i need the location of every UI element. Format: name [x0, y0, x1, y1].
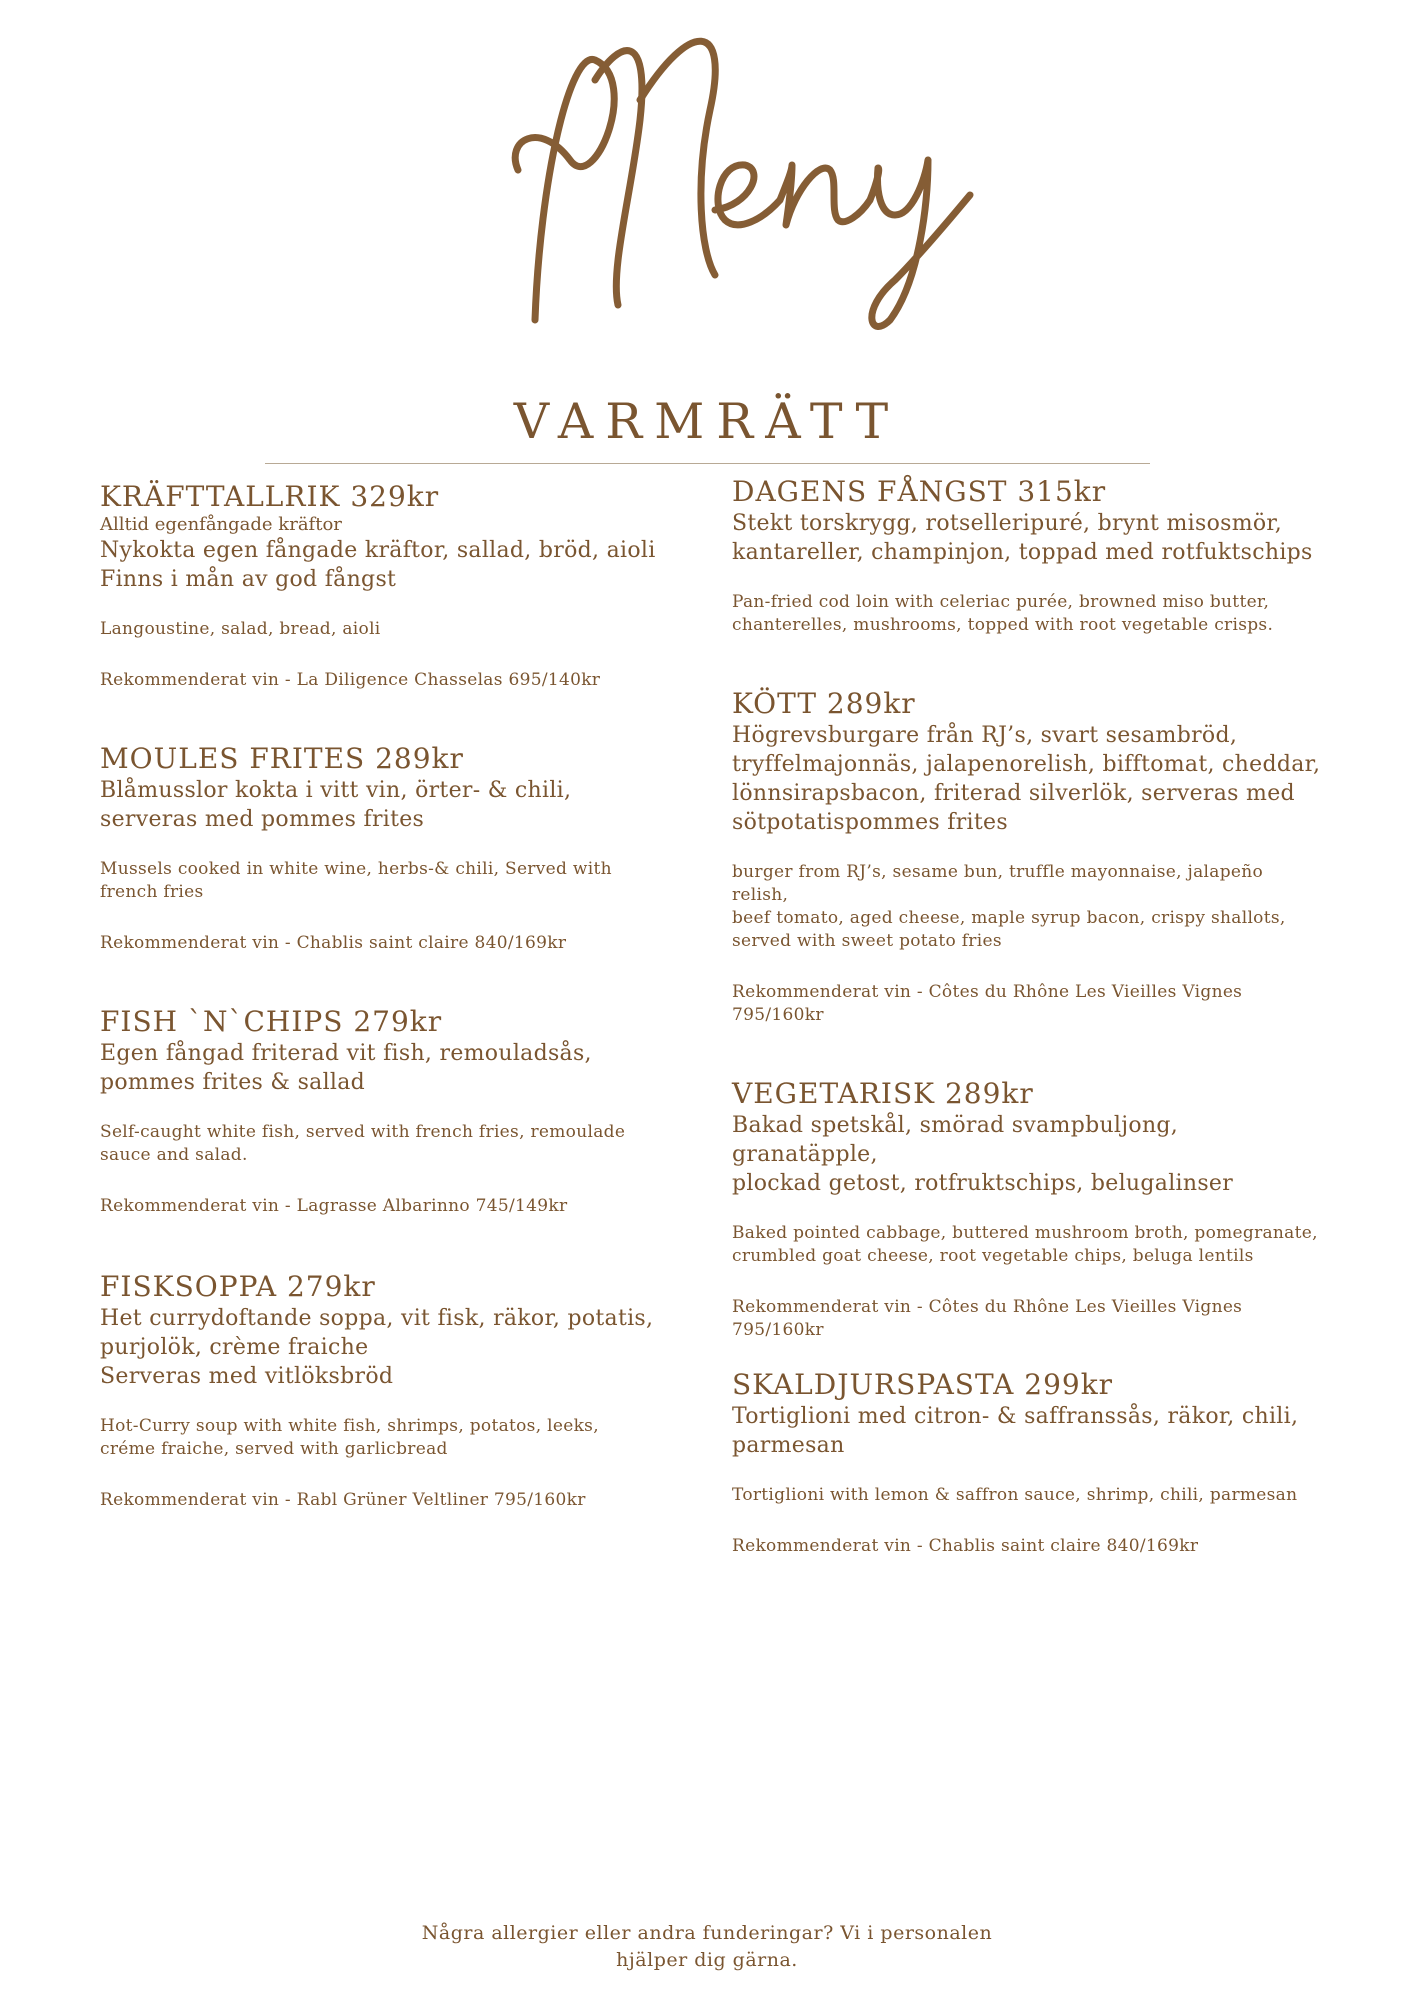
- wine-recommendation: Rekommenderat vin - Chablis saint claire 840/169kr: [732, 1536, 1199, 1556]
- dish-description-sv-block: [100, 1039, 690, 1097]
- dish-description-sv-block: [732, 1111, 1322, 1198]
- dish-description-en-block: [100, 1121, 690, 1167]
- dish-description-en-block: [732, 591, 1322, 637]
- dish-tagline: Alltid egenfångade kräftor: [100, 514, 342, 535]
- wine-recommendation-block: [100, 1489, 690, 1512]
- dish-description-en: Hot-Curry soup with white fish, shrimps, potatos, leeks,: [100, 1416, 599, 1436]
- dish-description-sv: serveras med pommes frites: [100, 807, 425, 832]
- menu-item: [732, 1077, 1322, 1342]
- wine-recommendation: Rekommenderat vin - Lagrasse Albarinno 745/149kr: [100, 1196, 568, 1216]
- dish-description-en: Tortiglioni with lemon & saffron sauce, shrimp, chili, parmesan: [732, 1485, 1298, 1505]
- dish-description-sv: tryffelmajonnäs, jalapenorelish, bifftomat, cheddar,: [732, 752, 1321, 777]
- wine-recommendation: Rekommenderat vin - Côtes du Rhône Les Vieilles Vignes: [732, 1297, 1243, 1317]
- dish-description-en-block: [100, 618, 690, 641]
- dish-description-sv-block: [732, 721, 1322, 837]
- wine-recommendation-block: [732, 1296, 1322, 1342]
- dish-name: MOULES FRITES 289kr: [100, 742, 464, 775]
- dish-description-en-block: [732, 1484, 1322, 1507]
- dish-description-en-block: [100, 858, 690, 904]
- wine-recommendation-block: [100, 932, 690, 955]
- dish-name: FISKSOPPA 279kr: [100, 1270, 376, 1303]
- dish-description-en: Self-caught white fish, served with french fries, remoulade: [100, 1122, 626, 1142]
- dish-description-sv: plockad getost, rotfruktschips, belugalinser: [732, 1171, 1234, 1196]
- dish-description-en: served with sweet potato fries: [732, 931, 1002, 951]
- dish-description-en-block: [100, 1415, 690, 1461]
- dish-name: VEGETARISK 289kr: [732, 1077, 1034, 1110]
- right-column: [732, 475, 1322, 1558]
- dish-description-en: créme fraiche, served with garlicbread: [100, 1439, 448, 1459]
- dish-description-sv: Egen fångad friterad vit fish, remouladsås,: [100, 1041, 592, 1066]
- meny-script-logo: [500, 20, 980, 340]
- dish-description-sv: parmesan: [732, 1433, 845, 1458]
- dish-description-en: Baked pointed cabbage, buttered mushroom broth, pomegranate,: [732, 1223, 1318, 1243]
- dish-description-sv: pommes frites & sallad: [100, 1070, 366, 1095]
- wine-recommendation: Rekommenderat vin - La Diligence Chasselas 695/140kr: [100, 670, 601, 690]
- wine-recommendation: Rekommenderat vin - Côtes du Rhône Les Vieilles Vignes: [732, 982, 1243, 1002]
- dish-description-sv: Nykokta egen fångade kräftor, sallad, bröd, aioli: [100, 538, 656, 563]
- dish-name: KÖTT 289kr: [732, 687, 916, 720]
- dish-description-sv: Högrevsburgare från RJ’s, svart sesambröd,: [732, 723, 1238, 748]
- dish-description-sv: Finns i mån av god fångst: [100, 567, 397, 592]
- dish-description-sv: Tortiglioni med citron- & saffranssås, räkor, chili,: [732, 1404, 1299, 1429]
- menu-item: [732, 1368, 1322, 1558]
- dish-description-sv: sötpotatispommes frites: [732, 810, 1008, 835]
- dish-description-sv: lönnsirapsbacon, friterad silverlök, serveras med: [732, 781, 1295, 806]
- menu-item: [732, 475, 1322, 637]
- dish-description-sv-block: [732, 509, 1322, 567]
- dish-description-sv-block: [100, 776, 690, 834]
- dish-description-en: beef tomato, aged cheese, maple syrup bacon, crispy shallots,: [732, 908, 1286, 928]
- footer-line: hjälper dig gärna.: [616, 1949, 798, 1971]
- dish-description-sv: kantareller, champinjon, toppad med rotfuktschips: [732, 540, 1313, 565]
- menu-item: [100, 1270, 690, 1512]
- dish-description-en: crumbled goat cheese, root vegetable chips, beluga lentils: [732, 1246, 1254, 1266]
- dish-description-en: Pan-fried cod loin with celeriac purée, browned miso butter,: [732, 592, 1270, 612]
- dish-description-en: chanterelles, mushrooms, topped with root vegetable crisps.: [732, 615, 1274, 635]
- dish-description-sv: Het currydoftande soppa, vit fisk, räkor, potatis,: [100, 1306, 654, 1331]
- dish-name: DAGENS FÅNGST 315kr: [732, 475, 1107, 508]
- wine-recommendation-block: [732, 981, 1322, 1027]
- dish-description-sv: Blåmusslor kokta i vitt vin, örter- & chili,: [100, 778, 572, 803]
- dish-description-en-block: [732, 861, 1322, 953]
- dish-description-sv-block: [732, 1402, 1322, 1460]
- dish-description-sv-block: [100, 1304, 690, 1391]
- dish-description-sv-block: [100, 536, 690, 594]
- menu-item: [732, 687, 1322, 1027]
- menu-item: [100, 1005, 690, 1218]
- title-divider: [265, 463, 1150, 464]
- left-column: [100, 480, 690, 1512]
- dish-description-en: french fries: [100, 882, 204, 902]
- wine-recommendation-block: [100, 1195, 690, 1218]
- wine-recommendation: Rekommenderat vin - Chablis saint claire 840/169kr: [100, 933, 567, 953]
- dish-name: SKALDJURSPASTA 299kr: [732, 1368, 1114, 1401]
- dish-description-sv: Serveras med vitlöksbröd: [100, 1364, 394, 1389]
- dish-description-en-block: [732, 1222, 1322, 1268]
- wine-recommendation: 795/160kr: [732, 1320, 824, 1340]
- footer-line: Några allergier eller andra funderingar? Vi i personalen: [421, 1922, 993, 1944]
- dish-description-en: Langoustine, salad, bread, aioli: [100, 619, 381, 639]
- dish-description-sv: Stekt torskrygg, rotselleripuré, brynt misosmör,: [732, 511, 1283, 536]
- dish-name: FISH `N`CHIPS 279kr: [100, 1005, 443, 1038]
- footer-note: [0, 1920, 1414, 1974]
- dish-description-en: Mussels cooked in white wine, herbs-& chili, Served with: [100, 859, 612, 879]
- menu-item: [100, 742, 690, 955]
- wine-recommendation: Rekommenderat vin - Rabl Grüner Veltliner 795/160kr: [100, 1490, 586, 1510]
- section-title: VARMRÄTT: [513, 393, 901, 450]
- dish-description-en: sauce and salad.: [100, 1145, 248, 1165]
- menu-item: [100, 480, 690, 692]
- dish-description-sv: purjolök, crème fraiche: [100, 1335, 369, 1360]
- dish-description-en: burger from RJ’s, sesame bun, truffle mayonnaise, jalapeño relish,: [732, 862, 1264, 905]
- wine-recommendation-block: [732, 1535, 1322, 1558]
- dish-description-sv: Bakad spetskål, smörad svampbuljong, granatäpple,: [732, 1113, 1179, 1167]
- dish-name: KRÄFTTALLRIK 329kr: [100, 480, 440, 513]
- wine-recommendation: 795/160kr: [732, 1005, 824, 1025]
- wine-recommendation-block: [100, 669, 690, 692]
